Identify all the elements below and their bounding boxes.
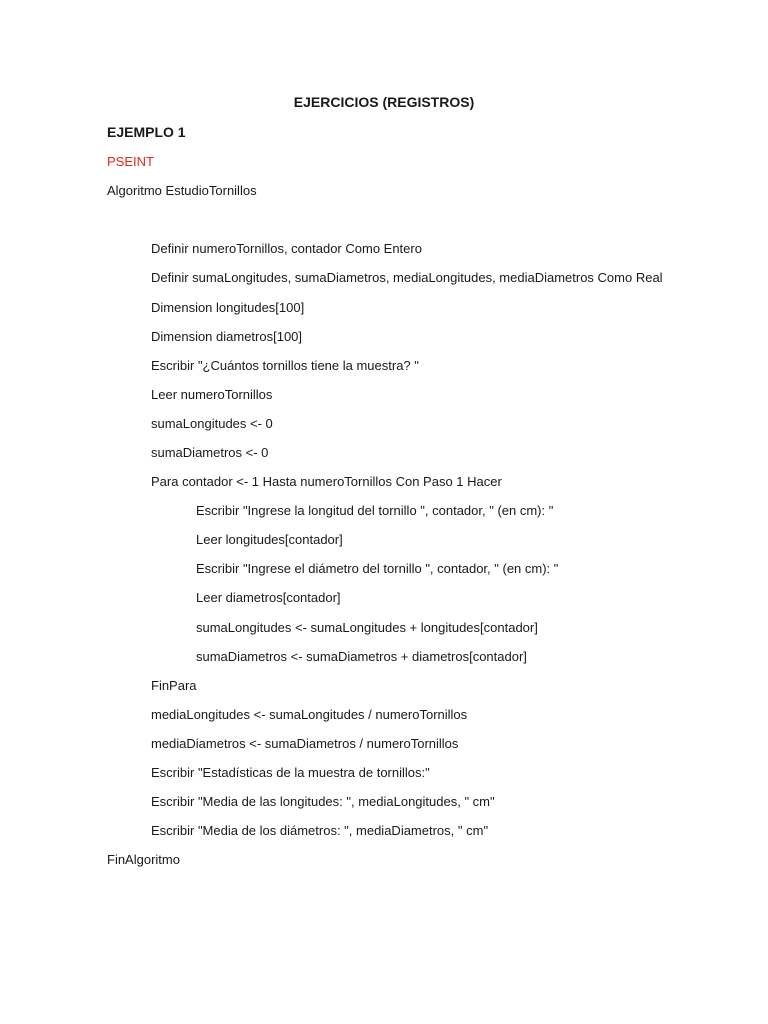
code-line: sumaLongitudes <- 0 (151, 416, 273, 431)
code-line: mediaLongitudes <- sumaLongitudes / numeroTornillos (151, 707, 468, 722)
code-line: Algoritmo EstudioTornillos (107, 183, 257, 198)
code-line: Leer numeroTornillos (151, 387, 273, 402)
code-line: FinPara (151, 678, 197, 693)
code-line: sumaDiametros <- sumaDiametros + diametros[contador] (196, 649, 527, 664)
code-line: Para contador <- 1 Hasta numeroTornillos Con Paso 1 Hacer (151, 474, 502, 489)
code-line: Leer diametros[contador] (196, 590, 341, 605)
code-line: Escribir "Ingrese la longitud del tornillo ", contador, " (en cm): " (196, 503, 554, 518)
code-line: Dimension diametros[100] (151, 329, 303, 344)
language-label: PSEINT (107, 154, 154, 169)
code-line: Leer longitudes[contador] (196, 532, 343, 547)
code-line: Definir numeroTornillos, contador Como Entero (151, 241, 422, 256)
code-line: sumaLongitudes <- sumaLongitudes + longitudes[contador] (196, 620, 538, 635)
code-line: Escribir "Estadísticas de la muestra de tornillos:" (151, 765, 430, 780)
code-line: Escribir "Ingrese el diámetro del tornillo ", contador, " (en cm): " (196, 561, 559, 576)
code-line: Escribir "Media de los diámetros: ", mediaDiametros, " cm" (151, 823, 489, 838)
code-line: Escribir "¿Cuántos tornillos tiene la muestra? " (151, 358, 419, 373)
code-line: sumaDiametros <- 0 (151, 445, 269, 460)
page-title: EJERCICIOS (REGISTROS) (293, 94, 475, 110)
code-line: Definir sumaLongitudes, sumaDiametros, mediaLongitudes, mediaDiametros Como Real (151, 270, 663, 285)
example-heading: EJEMPLO 1 (107, 124, 186, 140)
code-line: Escribir "Media de las longitudes: ", mediaLongitudes, " cm" (151, 794, 495, 809)
code-line: Dimension longitudes[100] (151, 300, 305, 315)
code-line: mediaDiametros <- sumaDiametros / numeroTornillos (151, 736, 459, 751)
code-line: FinAlgoritmo (107, 852, 180, 867)
